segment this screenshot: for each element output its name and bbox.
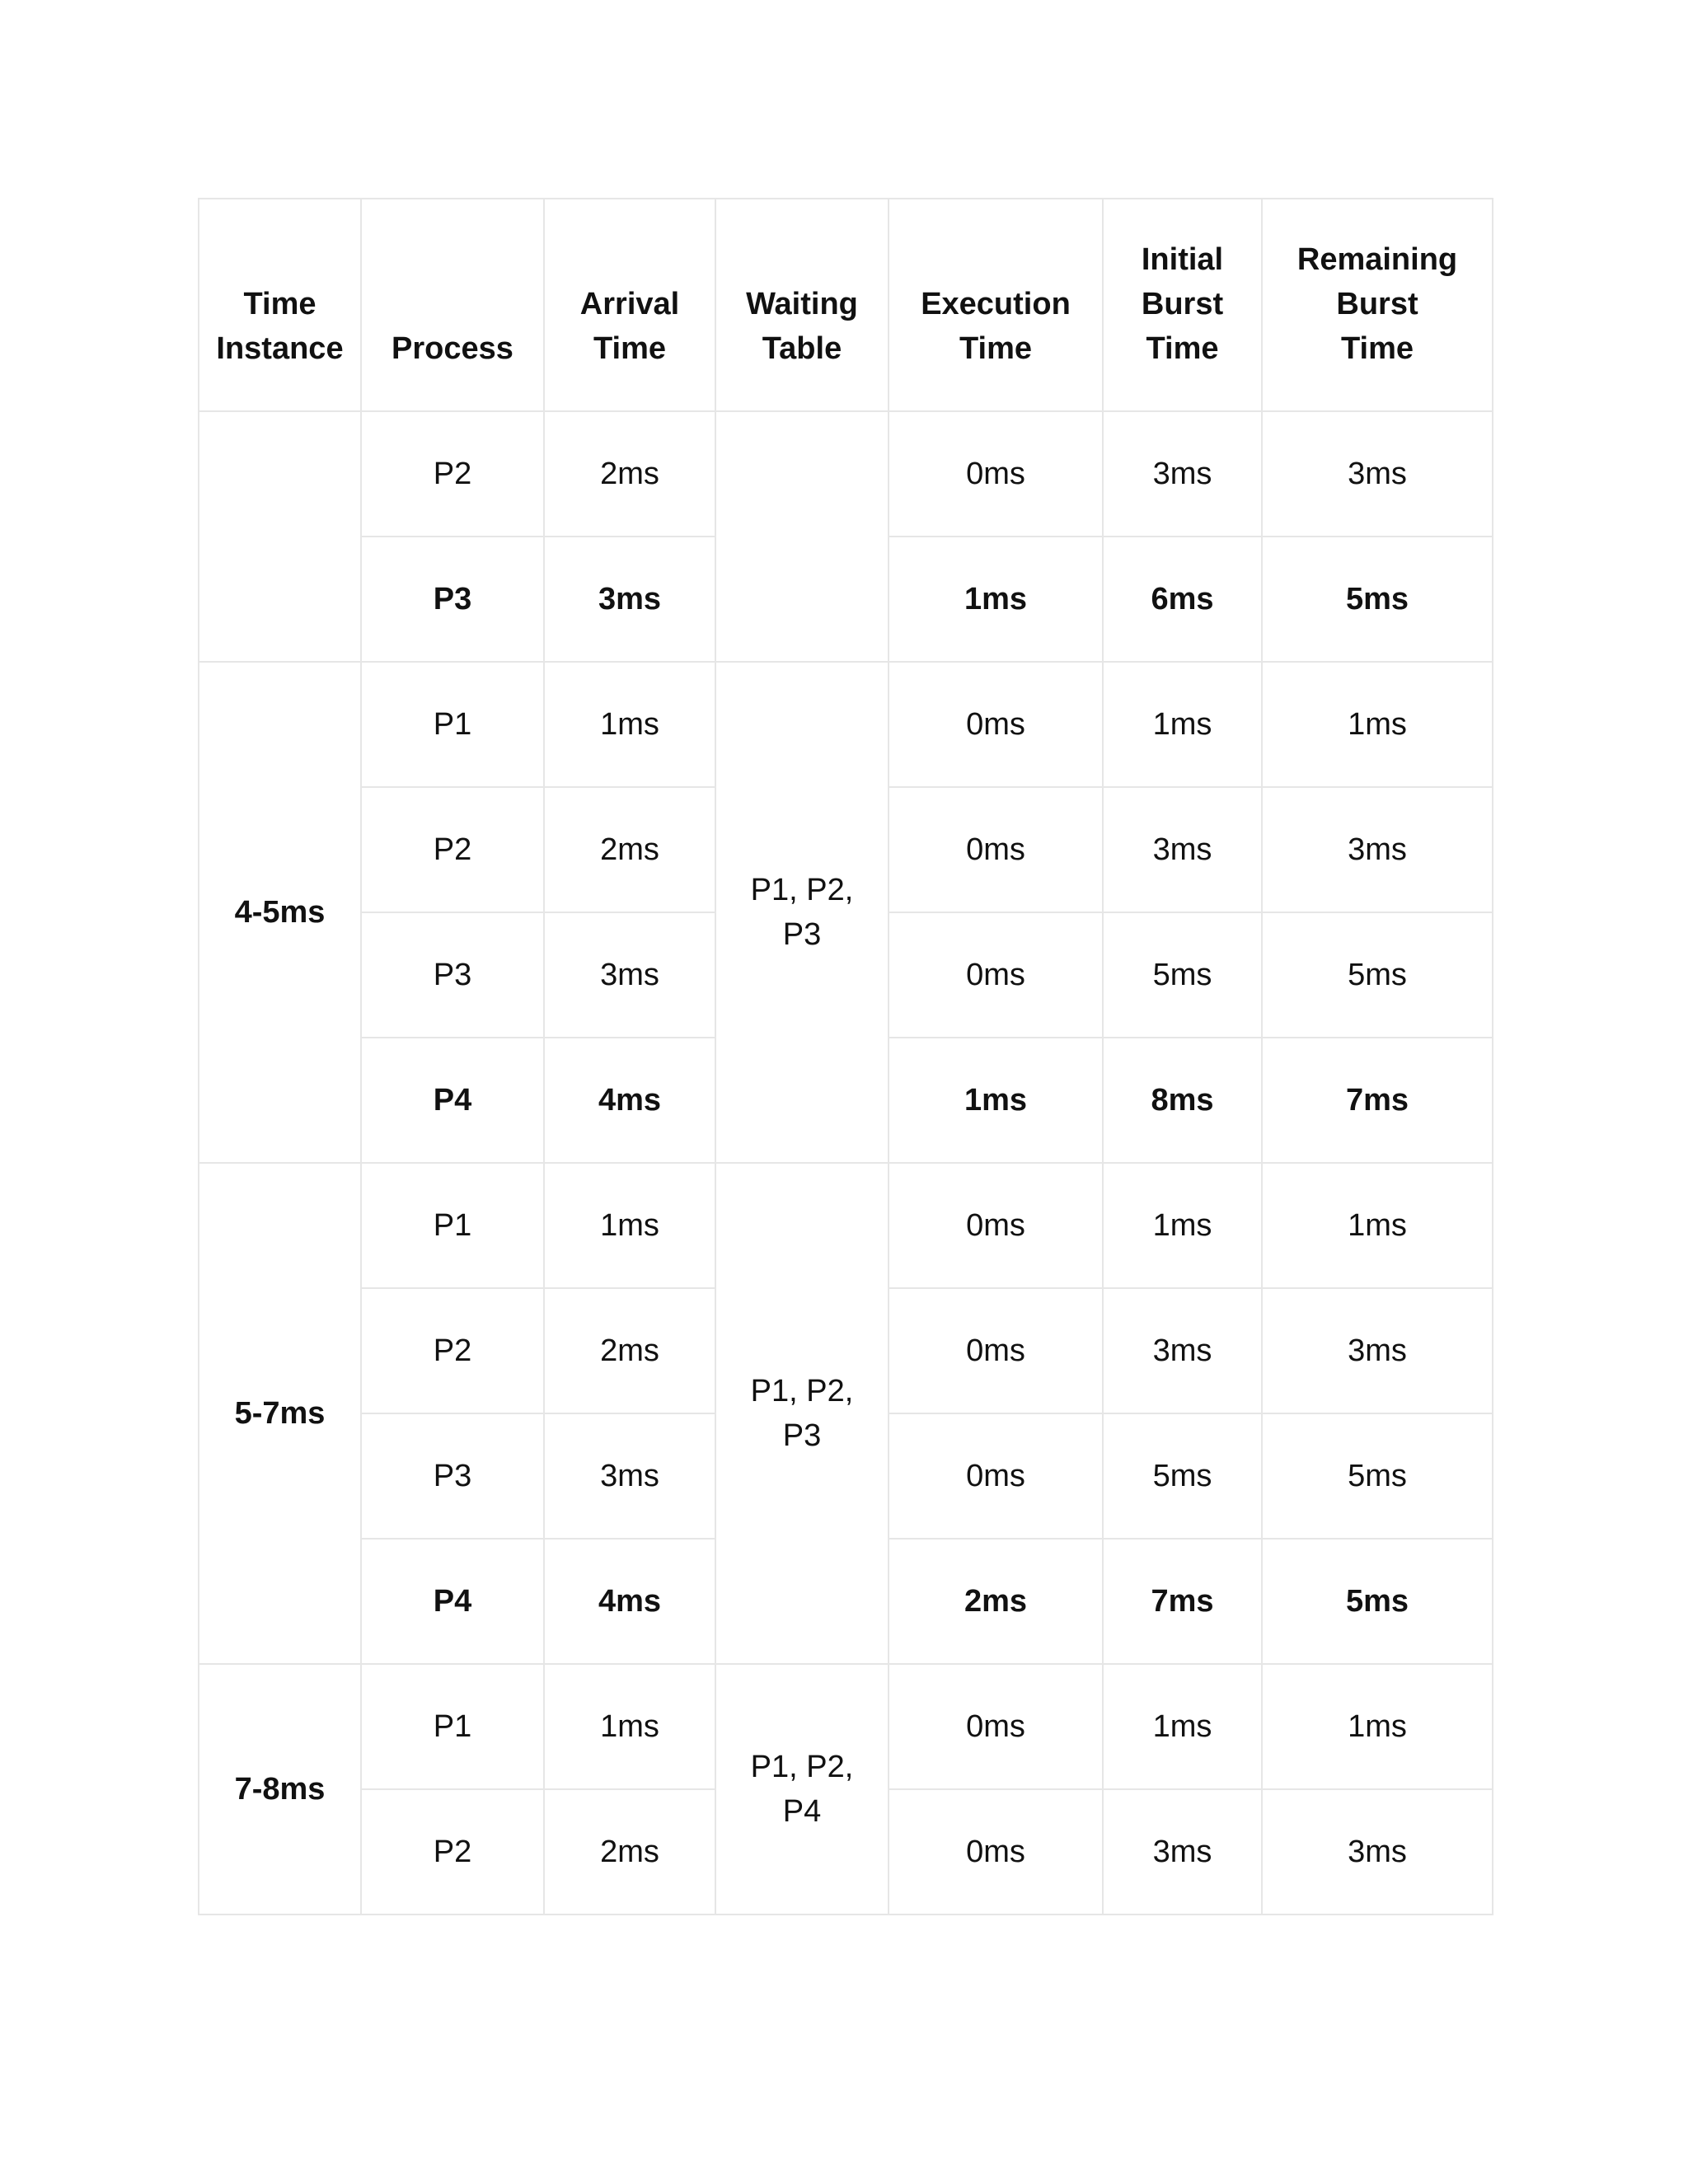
header-line: Time: [1146, 331, 1219, 366]
cell-initial-burst-time: 5ms: [1103, 1413, 1262, 1539]
cell-arrival-time: 4ms: [544, 1539, 715, 1664]
cell-process: P2: [361, 1288, 544, 1413]
cell-waiting-table: [715, 662, 889, 1163]
header-execution-time: [889, 199, 1103, 411]
cell-arrival-time: 3ms: [544, 1413, 715, 1539]
cell-initial-burst-time: 8ms: [1103, 1038, 1262, 1163]
cell-execution-time: 0ms: [889, 1789, 1103, 1915]
cell-remaining-burst-time: 5ms: [1262, 1539, 1493, 1664]
header-line: Waiting: [746, 287, 858, 321]
cell-initial-burst-time: 5ms: [1103, 912, 1262, 1038]
cell-remaining-burst-time: 3ms: [1262, 1288, 1493, 1413]
header-arrival-time: [544, 199, 715, 411]
cell-time-instance: 7-8ms: [199, 1664, 361, 1915]
cell-execution-time: 2ms: [889, 1539, 1103, 1664]
cell-arrival-time: 2ms: [544, 1288, 715, 1413]
cell-waiting-table: [715, 1163, 889, 1664]
waiting-table-line: P1, P2,: [750, 873, 854, 907]
header-waiting-table: [715, 199, 889, 411]
header-line: Initial: [1141, 242, 1224, 277]
cell-execution-time: 0ms: [889, 1288, 1103, 1413]
header-line: Execution: [921, 287, 1071, 321]
cell-remaining-burst-time: 1ms: [1262, 1163, 1493, 1288]
table-header: [199, 199, 1493, 411]
header-line: Burst: [1141, 287, 1224, 321]
header-line: Burst: [1336, 287, 1418, 321]
cell-process: P4: [361, 1539, 544, 1664]
cell-execution-time: 0ms: [889, 1413, 1103, 1539]
cell-process: P3: [361, 537, 544, 662]
cell-process: P3: [361, 912, 544, 1038]
cell-waiting-table: [715, 411, 889, 662]
table-body: [199, 411, 1493, 1915]
header-line: Instance: [216, 331, 344, 366]
waiting-table-line: P3: [782, 1418, 822, 1453]
header-line: Time: [1340, 331, 1414, 366]
cell-time-instance: [199, 411, 361, 662]
cell-arrival-time: 1ms: [544, 1664, 715, 1789]
cell-remaining-burst-time: 3ms: [1262, 787, 1493, 912]
cell-remaining-burst-time: 1ms: [1262, 1664, 1493, 1789]
table-row: [199, 1664, 1493, 1789]
cell-arrival-time: 1ms: [544, 1163, 715, 1288]
cell-initial-burst-time: 3ms: [1103, 1789, 1262, 1915]
cell-execution-time: 0ms: [889, 912, 1103, 1038]
cell-execution-time: 0ms: [889, 1163, 1103, 1288]
table-row: [199, 1163, 1493, 1288]
header-line: Table: [762, 331, 842, 366]
cell-arrival-time: 1ms: [544, 662, 715, 787]
waiting-table-line: P1, P2,: [750, 1374, 854, 1408]
cell-arrival-time: 3ms: [544, 537, 715, 662]
cell-initial-burst-time: 3ms: [1103, 411, 1262, 537]
cell-time-instance: 4-5ms: [199, 662, 361, 1163]
waiting-table-line: P4: [782, 1794, 822, 1829]
table-row: [199, 662, 1493, 787]
cell-process: P2: [361, 1789, 544, 1915]
header-row: [199, 199, 1493, 411]
cell-execution-time: 0ms: [889, 411, 1103, 537]
cell-time-instance: 5-7ms: [199, 1163, 361, 1664]
header-time-instance: [199, 199, 361, 411]
header-line: Time: [593, 331, 666, 366]
cell-initial-burst-time: 1ms: [1103, 1664, 1262, 1789]
header-line: Time: [959, 331, 1032, 366]
cell-initial-burst-time: 3ms: [1103, 1288, 1262, 1413]
cell-execution-time: 1ms: [889, 1038, 1103, 1163]
cell-process: P1: [361, 1664, 544, 1789]
cell-process: P2: [361, 787, 544, 912]
cell-arrival-time: 2ms: [544, 787, 715, 912]
cell-arrival-time: 4ms: [544, 1038, 715, 1163]
cell-initial-burst-time: 6ms: [1103, 537, 1262, 662]
cell-execution-time: 0ms: [889, 662, 1103, 787]
cell-arrival-time: 2ms: [544, 411, 715, 537]
cell-remaining-burst-time: 3ms: [1262, 411, 1493, 537]
cell-remaining-burst-time: 5ms: [1262, 912, 1493, 1038]
cell-initial-burst-time: 7ms: [1103, 1539, 1262, 1664]
cell-initial-burst-time: 1ms: [1103, 1163, 1262, 1288]
header-line: Arrival: [579, 287, 680, 321]
cell-execution-time: 0ms: [889, 787, 1103, 912]
header-line: Remaining: [1296, 242, 1458, 277]
cell-process: P2: [361, 411, 544, 537]
cell-waiting-table: [715, 1664, 889, 1915]
cell-arrival-time: 3ms: [544, 912, 715, 1038]
cell-process: P1: [361, 1163, 544, 1288]
cell-remaining-burst-time: 1ms: [1262, 662, 1493, 787]
cell-process: P3: [361, 1413, 544, 1539]
header-line: Process: [392, 331, 513, 366]
waiting-table-line: P3: [782, 917, 822, 952]
cell-process: P4: [361, 1038, 544, 1163]
cell-process: P1: [361, 662, 544, 787]
cell-remaining-burst-time: 5ms: [1262, 1413, 1493, 1539]
cell-remaining-burst-time: 7ms: [1262, 1038, 1493, 1163]
cell-remaining-burst-time: 3ms: [1262, 1789, 1493, 1915]
cell-initial-burst-time: 3ms: [1103, 787, 1262, 912]
cell-arrival-time: 2ms: [544, 1789, 715, 1915]
waiting-table-line: P1, P2,: [750, 1750, 854, 1784]
header-initial-burst-time: [1103, 199, 1262, 411]
table-row: [199, 411, 1493, 537]
header-process: [361, 199, 544, 411]
cell-initial-burst-time: 1ms: [1103, 662, 1262, 787]
header-line: Time: [243, 287, 316, 321]
scheduling-table: [198, 198, 1493, 1915]
cell-execution-time: 0ms: [889, 1664, 1103, 1789]
cell-remaining-burst-time: 5ms: [1262, 537, 1493, 662]
cell-execution-time: 1ms: [889, 537, 1103, 662]
header-remaining-burst-time: [1262, 199, 1493, 411]
